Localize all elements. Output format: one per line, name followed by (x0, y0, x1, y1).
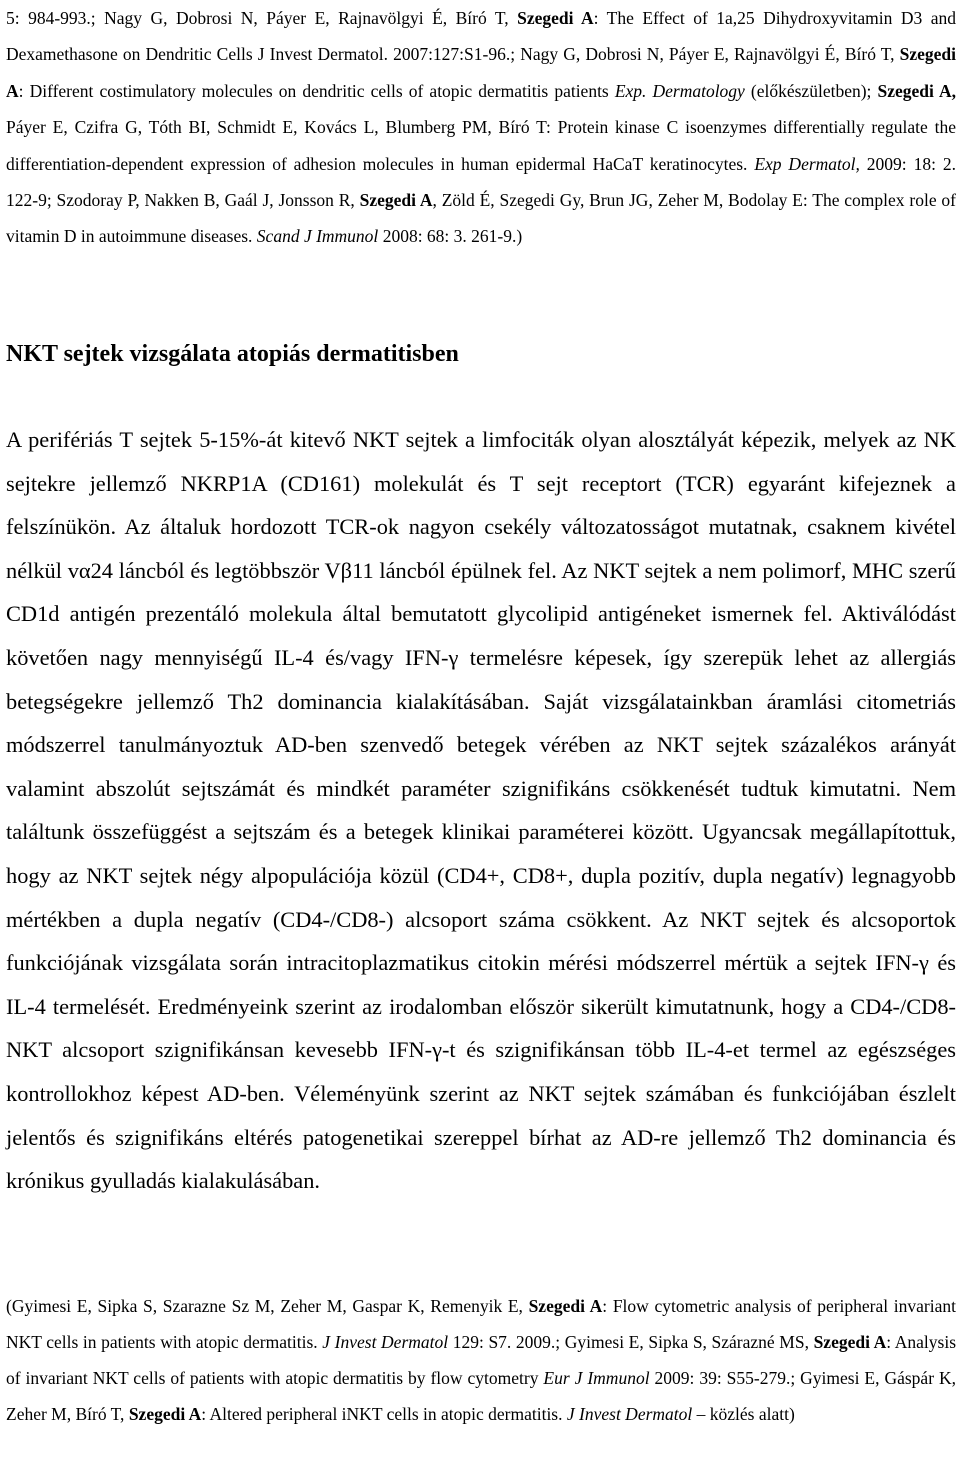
ref-text: (előkészületben); (744, 80, 878, 101)
ref-author-bold: Szegedi A (128, 1404, 202, 1424)
ref-author-bold: Szegedi A (6, 44, 956, 101)
ref-author-bold: Szegedi A (517, 8, 594, 28)
reference-list-bottom (6, 1288, 956, 1432)
ref-text: : Flow cytometric analysis of peripheral invariant NKT cells in patients with atopic dermatitis. (6, 1296, 956, 1352)
ref-journal: J Invest Dermatol (322, 1332, 449, 1352)
reference-list-top (6, 0, 956, 255)
ref-author-bold: Szegedi A (528, 1296, 603, 1316)
ref-text: 2009: 39: S55-279.; Gyimesi E, Gáspár K, Zeher M, Bíró T, (6, 1368, 956, 1424)
ref-text: : Analysis of invariant NKT cells of patients with atopic dermatitis by flow cytometry (6, 1332, 957, 1388)
body-paragraph: A perifériás T sejtek 5-15%-át kitevő NKT sejtek a limfociták olyan alosztályát képezik, melyek az NK sejtekre jellemző NKRP1A (CD161) molekulát és T sejt receptort (TCR) egyaránt kifejeznek a felszínükön. Az általuk hordozott TCR-ok nagyon csekély változatosságot mutatnak, csaknem kivétel nélkül vα24 láncból és legtöbbször Vβ11 láncból épülnek fel. Az NKT sejtek a nem polimorf, MHC szerű CD1d antigén prezentáló molekula által bemutatott glycolipid antigéneket ismernek fel. Aktiválódást követően nagy mennyiségű IL-4 és/vagy IFN-γ termelésre képesek, így szerepük lehet az allergiás betegségekre jellemző Th2 dominancia kialakításában. Saját vizsgálatainkban áramlási citometriás módszerrel tanulmányoztuk AD-ben szenvedő betegek vérében az NKT sejtek százalékos arányát valamint abszolút sejtszámát és mindkét paraméter szignifikáns csökkenését tudtuk kimutatni. Nem találtunk összefüggést a sejtszám és a betegek klinikai paraméterei között. Ugyancsak megállapítottuk, hogy az NKT sejtek négy alpopulációja közül (CD4+, CD8+, dupla pozitív, dupla negatív) legnagyobb mértékben a dupla negatív (CD4-/CD8-) alcsoport száma csökkent. Az NKT sejtek és alcsoportok funkciójának vizsgálata során intracitoplazmatikus citokin mérési módszerrel mértük a sejtek IFN-γ és IL-4 termelését. Eredményeink szerint az irodalomban először sikerült kimutatnunk, hogy a CD4-/CD8- NKT alcsoport szignifikánsan kevesebb IFN-γ-t és szignifikánsan több IL-4-et termel az egészséges kontrollokhoz képest AD-ben. Véleményünk szerint az NKT sejtek számában és funkciójában észlelt jelentős és szignifikáns eltérés patogenetikai szereppel bírhat az AD-re jellemző Th2 dominancia és krónikus gyulladás kialakulásában. (6, 427, 956, 1194)
ref-text: : Altered peripheral iNKT cells in atopic dermatitis. (201, 1404, 567, 1424)
ref-author-bold: Szegedi A (359, 190, 433, 211)
ref-journal: Exp Dermatol, (754, 153, 860, 174)
ref-text: – közlés alatt) (692, 1404, 795, 1424)
ref-text: Páyer E, Czifra G, Tóth BI, Schmidt E, Kovács L, Blumberg PM, Bíró T: Protein kinase C isoenzymes differentially regulate the differentiation-dependent expression of adhesion molecules in human epidermal HaCaT keratinocytes. (6, 117, 956, 174)
ref-text: 2009: 18: 2. 122-9; Szodoray P, Nakken B, Gaál J, Jonsson R, (6, 153, 956, 211)
ref-text: 2008: 68: 3. 261-9.) (378, 226, 523, 247)
ref-journal: Eur J Immunol (543, 1368, 650, 1388)
ref-author-bold: Szegedi A (813, 1332, 887, 1352)
ref-text: 129: S7. 2009.; Gyimesi E, Sipka S, Szárazné MS, (448, 1332, 814, 1352)
ref-journal: Exp. Dermatology (614, 80, 745, 101)
ref-journal: Scand J Immunol (256, 226, 379, 247)
ref-text: (Gyimesi E, Sipka S, Szarazne Sz M, Zeher M, Gaspar K, Remenyik E, (6, 1296, 529, 1316)
section-heading: NKT sejtek vizsgálata atopiás dermatitisben (6, 341, 459, 367)
ref-journal: J Invest Dermatol (566, 1404, 693, 1424)
ref-text: : Different costimulatory molecules on dendritic cells of atopic dermatitis patients (18, 80, 615, 101)
ref-text: : The Effect of 1a,25 Dihydroxyvitamin D3 and Dexamethasone on Dendritic Cells J Invest Dermatol. 2007:127:S1-96.; Nagy G, Dobrosi N, Páyer E, Rajnavölgyi É, Bíró T, (6, 8, 956, 65)
ref-author-bold: Szegedi A, (877, 80, 956, 101)
ref-text: , Zöld É, Szegedi Gy, Brun JG, Zeher M, Bodolay E: The complex role of vitamin D in autoimmune diseases. (6, 190, 956, 247)
ref-text: 5: 984-993.; Nagy G, Dobrosi N, Páyer E, Rajnavölgyi É, Bíró T, (6, 8, 518, 28)
